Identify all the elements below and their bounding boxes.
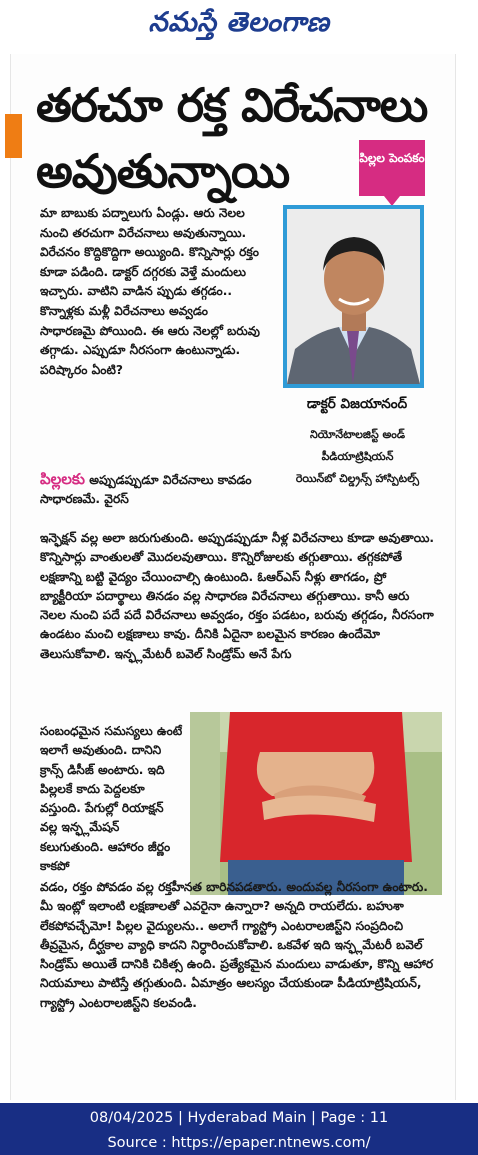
footer-edition-info: 08/04/2025 | Hyderabad Main | Page : 11 [89,1110,389,1126]
orange-accent-marker [5,114,22,158]
doctor-credentials [270,424,445,490]
doctor-name: డాక్టర్ విజయానంద్ [306,396,408,412]
stomach-pain-illustration-icon [190,712,442,895]
doctor-portrait-icon [287,209,420,384]
column-badge: పిల్లల పెంపకం [359,140,425,196]
answer-paragraph-1 [40,470,262,510]
answer-paragraph-4: వడం, రక్తం పోవడం వల్ల రక్తహీనత బారినపడతారు. అందువల్ల నీరసంగా ఉంటారు. మీ ఇంట్లో ఇలాంటి లక్షణాలతో ఎవరైనా ఉన్నారా? అన్నది రాయలేదు. బహుశా లేకపోవచ్చేమో! పిల్లల వైద్యులను.. అలాగే గ్యాస్ట్రో ఎంటరాలజిస్ట్‌ని సంప్రదించి తీవ్రమైన, దీర్ఘకాల వ్యాధి కాదని నిర్ధారించుకోవాలి. ఒకవేళ ఇది ఇన్ఫ్లమేటరీ బవెల్ సిండ్రోమ్ అయితే దానికి చికిత్స ఉంది. ప్రత్యేకమైన మందులు వాడుతూ, కొన్ని ఆహార నియమాలు పాటిస్తే తగ్గుతుంది. ఏమాత్రం ఆలస్యం చేయకుండా పీడియాట్రిషియన్, గ్యాస్ట్రో ఎంటరాలజిస్ట్‌ని కలవండి. [40,880,434,1010]
masthead-title: నమస్తే తెలంగాణ [148,7,330,38]
footer-source: Source : https://epaper.ntnews.com/ [107,1135,371,1151]
page-footer [0,1103,478,1155]
answer-paragraph-2: ఇన్ఫెక్షన్ వల్ల అలా జరుగుతుంది. అప్పుడప్పుడూ నీళ్ల విరేచనాలు కూడా అవుతాయి. కొన్నిసార్లు వాంతులతో మొదలవుతాయి. కొన్నిరోజులకు తగ్గుతాయి. తగ్గకపోతే లక్షణాన్ని బట్టి వైద్యం చేయించాల్సి ఉంటుంది. ఓఆర్ఎస్ నీళ్లు తాగడం, ప్రో బ్యాక్టీరియా పదార్థాలు తినడం వల్ల సాధారణ విరేచనాలు తగ్గుతాయి. కానీ ఆరు నెలల నుంచి పదే పదే విరేచనాలు అవ్వడం, రక్తం పడటం, బరువు తగ్గడం, నీరసంగా ఉండటం మంచి లక్షణాలు కావు. దీనికి ఏదైనా బలమైన కారణం ఉందేమో తెలుసుకోవాలి. ఇన్ఫ్లమేటరీ బవెల్ సిండ్రోమ్ అనే పేగు [40,531,435,661]
answer-paragraph-3: సంబంధమైన సమస్యలు ఉంటే ఇలాగే అవుతుంది. దానిని క్రాన్స్ డిసీజ్ అంటారు. ఇది పిల్లలకే కాదు పెద్దలకూ వస్తుంది. పేగుల్లో రియాక్షన్ వల్ల ఇన్ఫ్లమేషన్ కలుగుతుంది. ఆహారం జీర్ణం కాకపో [40,724,183,874]
doctor-photo [283,205,424,388]
stomach-ache-photo [190,712,442,895]
doctor-title-line-2: పీడియాట్రిషియన్ [321,450,394,463]
reader-question: మా బాబుకు పద్నాలుగు ఏండ్లు. ఆరు నెలల నుంచి తరచుగా విరేచనాలు అవుతున్నాయి. విరేచనం కొద్దికొద్దిగా అయ్యింది. కొన్నిసార్లు రక్తం కూడా పడింది. డాక్టర్ దగ్గరకు వెళ్తే మందులు ఇచ్చారు. వాటిని వాడిన ప్పుడు తగ్గడం.. కొన్నాళ్లకు మళ్లీ విరేచనాలు అవ్వడం సాధారణమై పోయింది. ఈ ఆరు నెలల్లో బరువు తగ్గాడు. ఎప్పుడూ నీరసంగా ఉంటున్నాడు. పరిష్కారం ఏంటి? [40,206,260,377]
answer-text-1: అప్పుడప్పుడూ విరేచనాలు కావడం సాధారణమే. వైరస్ [40,473,252,507]
doctor-title-line-1: నియోనేటాలజిస్ట్ అండ్ [309,428,406,441]
answer-lead-word: పిల్లలకు [40,470,85,488]
masthead [0,0,478,52]
headline-line-1: తరచూ రక్త విరేచనాలు [36,78,428,132]
headline-line-2: అవుతున్నాయి [36,144,290,198]
doctor-title-line-3: రెయిన్‌బో చిల్డ్రన్స్ హాస్పిటల్స్ [295,472,420,485]
